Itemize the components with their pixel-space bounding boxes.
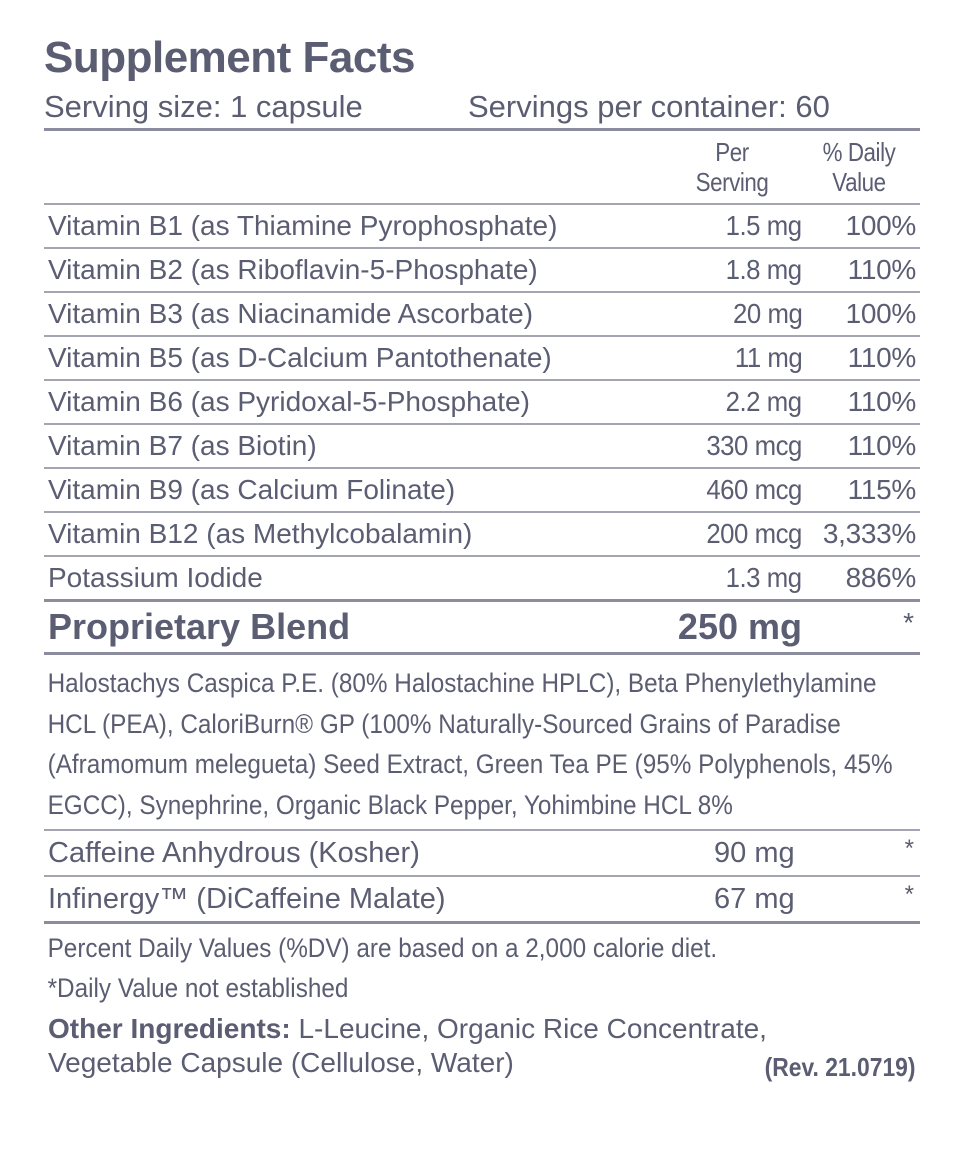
nutrient-row [44, 337, 920, 379]
nutrient-row [44, 205, 920, 247]
nutrient-name: Vitamin B6 (as Pyridoxal-5-Phosphate) [48, 386, 530, 417]
caffeine-row [44, 831, 920, 875]
ingredient-dv: * [904, 835, 914, 863]
ingredient-dv: * [904, 881, 914, 909]
infinergy-row [44, 877, 920, 921]
nutrient-dv: 110% [847, 342, 916, 373]
other-ingredients-text2: Vegetable Capsule (Cellulose, Water) [48, 1047, 514, 1079]
blend-ingredients: Halostachys Caspica P.E. (80% Halostachine HPLC), Beta Phenylethylamine HCL (PEA), CaloriBurn® GP (100% Naturally-Sourced Grains of Paradise (Aframomum melegueta) Seed Extract, Green Tea PE (95% Polyphenols, 45% EGCC), Synephrine, Organic Black Pepper, Yohimbine HCL 8% [47, 668, 893, 820]
nutrient-row [44, 469, 920, 511]
nutrient-dv: 110% [847, 254, 916, 285]
column-headers [44, 131, 920, 203]
nutrient-amount: 330 mcg [706, 430, 802, 461]
other-ingredients-text1: L-Leucine, Organic Rice Concentrate, [298, 1013, 767, 1045]
ingredient-name: Infinergy™ (DiCaffeine Malate) [48, 883, 446, 916]
blend-amount: 250 mg [677, 606, 802, 647]
nutrient-row [44, 381, 920, 423]
nutrient-name: Vitamin B12 (as Methylcobalamin) [48, 518, 473, 549]
serving-size: Serving size: 1 capsule [44, 89, 363, 124]
other-ingredients [44, 1012, 920, 1083]
footnote-star: *Daily Value not established [47, 973, 349, 1004]
servings-per-container: Servings per container: 60 [468, 89, 830, 124]
nutrient-name: Vitamin B7 (as Biotin) [48, 430, 317, 461]
nutrient-amount: 1.5 mg [725, 210, 802, 241]
revision-label: (Rev. 21.0719) [765, 1052, 916, 1083]
nutrient-row [44, 249, 920, 291]
ingredient-amount: 67 mg [714, 883, 795, 916]
ingredient-name: Caffeine Anhydrous (Kosher) [48, 837, 420, 870]
nutrient-row [44, 425, 920, 467]
nutrient-dv: 886% [845, 562, 916, 593]
proprietary-blend-row [44, 602, 920, 652]
nutrient-row [44, 293, 920, 335]
nutrient-dv: 115% [847, 474, 916, 505]
blend-dv: * [903, 607, 914, 638]
nutrient-amount: 20 mg [732, 298, 802, 329]
nutrient-amount: 1.3 mg [725, 562, 802, 593]
nutrient-dv: 100% [845, 298, 916, 329]
nutrient-name: Vitamin B9 (as Calcium Folinate) [48, 474, 456, 505]
nutrient-amount: 11 mg [734, 342, 802, 373]
nutrient-amount: 1.8 mg [725, 254, 802, 285]
nutrient-dv: 110% [847, 386, 916, 417]
nutrient-row [44, 513, 920, 555]
other-ingredients-line1 [48, 1012, 920, 1046]
nutrient-name: Vitamin B5 (as D-Calcium Pantothenate) [48, 342, 552, 373]
nutrient-row [44, 557, 920, 599]
ingredient-amount: 90 mg [714, 837, 795, 870]
serving-info [44, 86, 920, 128]
per-serving-header-text: Per Serving [695, 137, 769, 197]
other-ingredients-label: Other Ingredients: [48, 1013, 291, 1045]
daily-value-header-text: % Daily Value [822, 137, 896, 197]
supplement-facts-panel [44, 30, 920, 1083]
nutrient-list [44, 205, 920, 599]
nutrient-amount: 2.2 mg [725, 386, 802, 417]
per-serving-header [672, 137, 792, 197]
nutrient-name: Vitamin B1 (as Thiamine Pyrophosphate) [48, 210, 558, 241]
nutrient-amount: 460 mcg [706, 474, 802, 505]
blend-name: Proprietary Blend [48, 606, 351, 647]
nutrient-dv: 100% [845, 210, 916, 241]
nutrient-name: Vitamin B2 (as Riboflavin-5-Phosphate) [48, 254, 538, 285]
nutrient-dv: 110% [847, 430, 916, 461]
footnote-dv: Percent Daily Values (%DV) are based on a 2,000 calorie diet. [47, 933, 718, 964]
nutrient-name: Potassium Iodide [48, 562, 263, 593]
panel-title: Supplement Facts [44, 33, 415, 82]
nutrient-amount: 200 mcg [706, 518, 802, 549]
nutrient-name: Vitamin B3 (as Niacinamide Ascorbate) [48, 298, 534, 329]
daily-value-header [812, 137, 907, 197]
nutrient-dv: 3,333% [822, 518, 916, 549]
